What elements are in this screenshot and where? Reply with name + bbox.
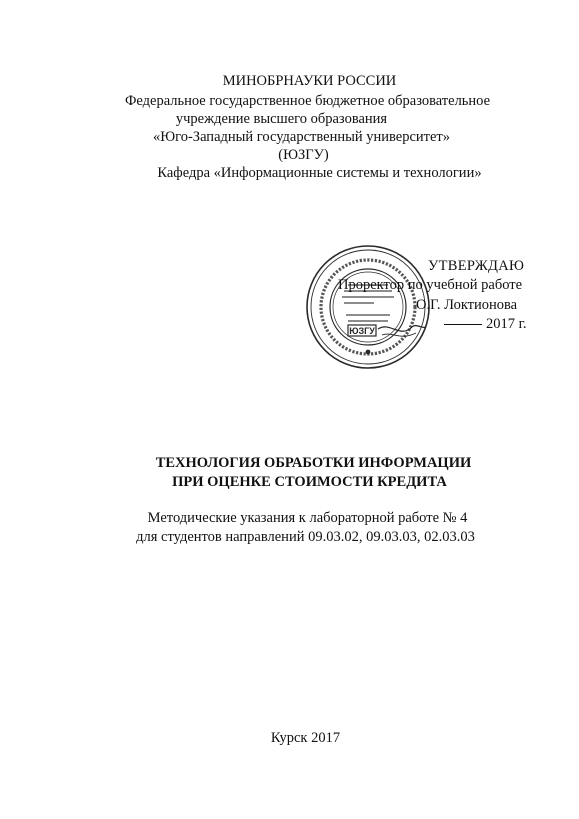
title-line-2: ПРИ ОЦЕНКЕ СТОИМОСТИ КРЕДИТА [172,474,447,490]
city-year: Курск 2017 [270,730,341,746]
date-blank-underline [444,324,482,325]
approval-date: 2017 г. [486,316,527,332]
institution-line-1: Федеральное государственное бюджетное образовательное [124,93,491,109]
university-name: «Юго-Западный государственный университет» [152,129,451,145]
official-seal-stamp [304,243,432,371]
ministry-name: МИНОБРНАУКИ РОССИИ [222,73,397,89]
approval-heading: УТВЕРЖДАЮ [428,258,525,274]
subtitle-line-1: Методические указания к лабораторной работе № 4 [147,510,468,526]
subtitle-line-2: для студентов направлений 09.03.02, 09.03.03, 02.03.03 [136,529,475,545]
stamp-center-text: ЮЗГУ [349,326,375,336]
title-line-1: ТЕХНОЛОГИЯ ОБРАБОТКИ ИНФОРМАЦИИ [155,455,472,471]
signature-stroke [378,326,426,332]
approver-name: О.Г. Локтионова [416,297,518,313]
signature-stroke-2 [382,333,416,336]
department-name: Кафедра «Информационные системы и технологии» [157,165,482,181]
institution-line-2: учреждение высшего образования [175,111,388,127]
approver-position: Проректор по учебной работе [338,277,523,293]
approval-date-line [444,314,527,334]
university-abbreviation: (ЮЗГУ) [278,147,329,163]
